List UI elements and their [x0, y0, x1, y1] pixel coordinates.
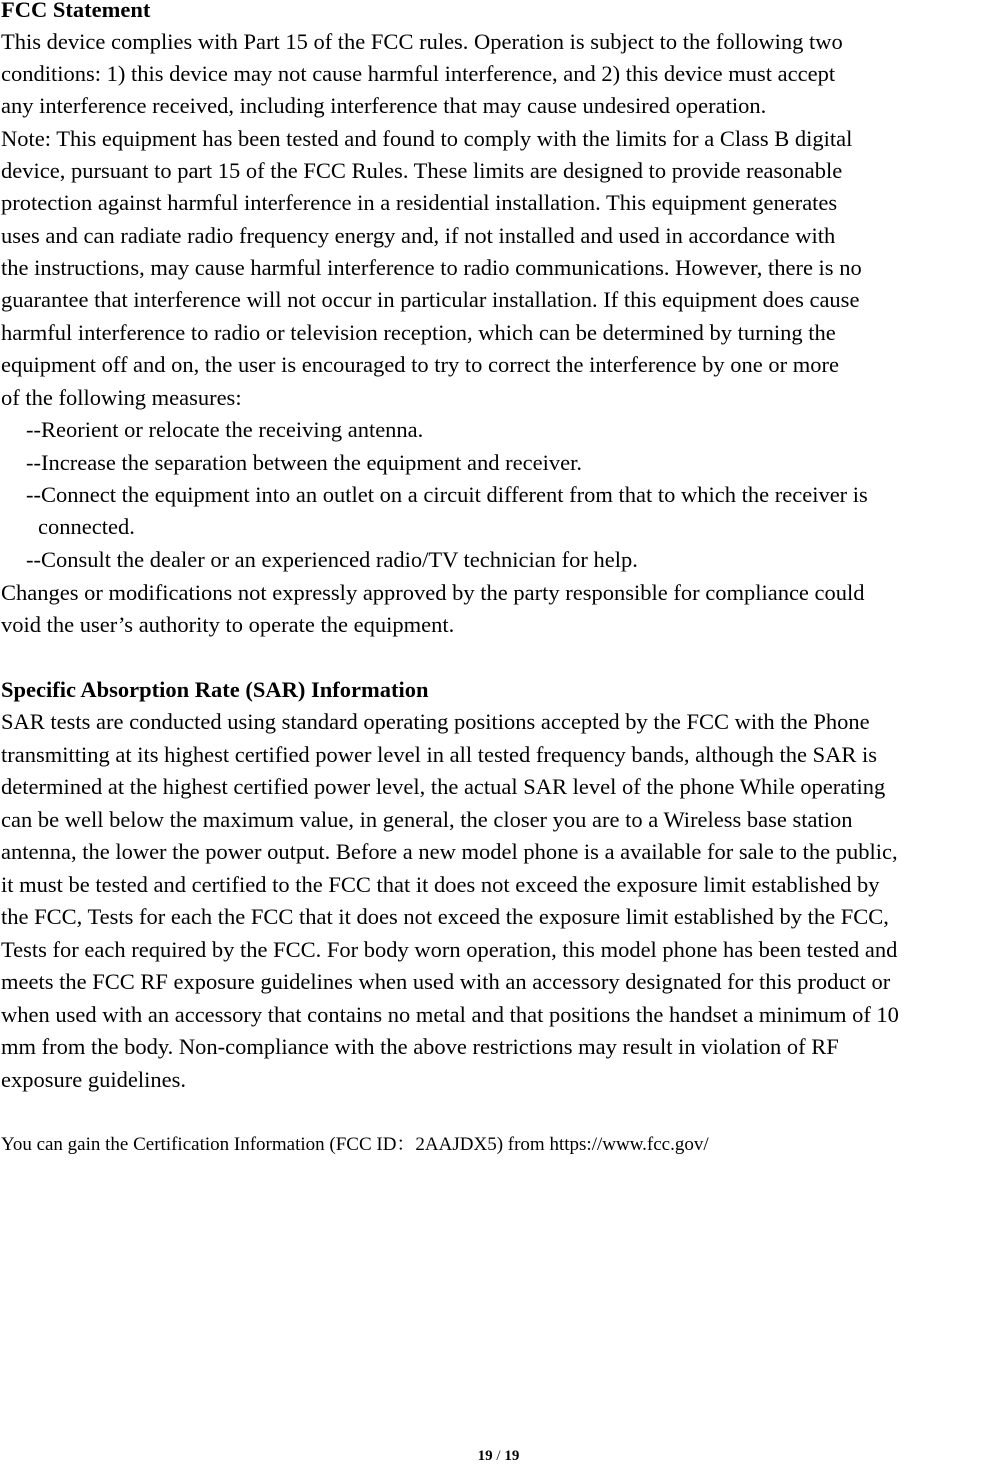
fcc-note-line: equipment off and on, the user is encouraged to try to correct the interference by one or more: [1, 352, 840, 377]
sar-paragraph-line: when used with an accessory that contains no metal and that positions the handset a minimum of 10: [1, 1002, 899, 1027]
sar-paragraph-line: antenna, the lower the power output. Before a new model phone is a available for sale to the public,: [1, 839, 898, 864]
fcc-note-line: the instructions, may cause harmful interference to radio communications. However, there is no: [1, 255, 862, 280]
page-number: [0, 1447, 997, 1465]
sar-paragraph-line: transmitting at its highest certified power level in all tested frequency bands, although the SAR is: [1, 742, 878, 767]
fcc-closing-line: Changes or modifications not expressly approved by the party responsible for compliance could: [1, 580, 865, 605]
fcc-note-line: uses and can radiate radio frequency energy and, if not installed and used in accordance with: [1, 223, 836, 248]
measure-item: --Increase the separation between the equipment and receiver.: [26, 450, 582, 475]
fcc-note-line: device, pursuant to part 15 of the FCC Rules. These limits are designed to provide reasonable: [1, 158, 843, 183]
page-current: 19: [477, 1448, 493, 1464]
sar-paragraph-line: determined at the highest certified power level, the actual SAR level of the phone While operating: [1, 774, 886, 799]
sar-paragraph-line: Tests for each required by the FCC. For body worn operation, this model phone has been tested and: [1, 937, 898, 962]
fcc-paragraph-line: any interference received, including interference that may cause undesired operation.: [1, 93, 767, 118]
sar-paragraph-line: it must be tested and certified to the FCC that it does not exceed the exposure limit established by: [1, 872, 880, 897]
sar-paragraph-line: SAR tests are conducted using standard operating positions accepted by the FCC with the Phone: [1, 709, 870, 734]
page-total: 19: [504, 1448, 520, 1464]
measure-item: --Reorient or relocate the receiving antenna.: [26, 417, 424, 442]
fcc-note-line: of the following measures:: [1, 385, 242, 410]
fcc-note-line: protection against harmful interference in a residential installation. This equipment generates: [1, 190, 838, 215]
fcc-note-line: guarantee that interference will not occur in particular installation. If this equipment does cause: [1, 287, 860, 312]
sar-paragraph-line: can be well below the maximum value, in general, the closer you are to a Wireless base station: [1, 807, 853, 832]
measure-item-continuation: connected.: [38, 514, 135, 539]
sar-paragraph-line: meets the FCC RF exposure guidelines when used with an accessory designated for this product or: [1, 969, 891, 994]
page-separator: /: [492, 1448, 505, 1464]
fcc-heading: FCC Statement: [1, 0, 151, 22]
fcc-note-line: Note: This equipment has been tested and found to comply with the limits for a Class B digital: [1, 126, 853, 151]
sar-heading: Specific Absorption Rate (SAR) Information: [1, 677, 429, 702]
sar-paragraph-line: exposure guidelines.: [1, 1067, 186, 1092]
certification-info: You can gain the Certification Information (FCC ID：2AAJDX5) from https://www.fcc.gov/: [1, 1134, 709, 1155]
measure-item: --Consult the dealer or an experienced radio/TV technician for help.: [26, 547, 638, 572]
fcc-note-line: harmful interference to radio or television reception, which can be determined by turning the: [1, 320, 836, 345]
fcc-paragraph-line: This device complies with Part 15 of the FCC rules. Operation is subject to the following two: [1, 29, 843, 54]
sar-paragraph-line: mm from the body. Non-compliance with the above restrictions may result in violation of RF: [1, 1034, 839, 1059]
sar-paragraph-line: the FCC, Tests for each the FCC that it does not exceed the exposure limit established by the FCC,: [1, 904, 889, 929]
measure-item: --Connect the equipment into an outlet on a circuit different from that to which the receiver is: [26, 482, 868, 507]
fcc-paragraph-line: conditions: 1) this device may not cause harmful interference, and 2) this device must accept: [1, 61, 836, 86]
fcc-closing-line: void the user’s authority to operate the equipment.: [1, 612, 455, 637]
